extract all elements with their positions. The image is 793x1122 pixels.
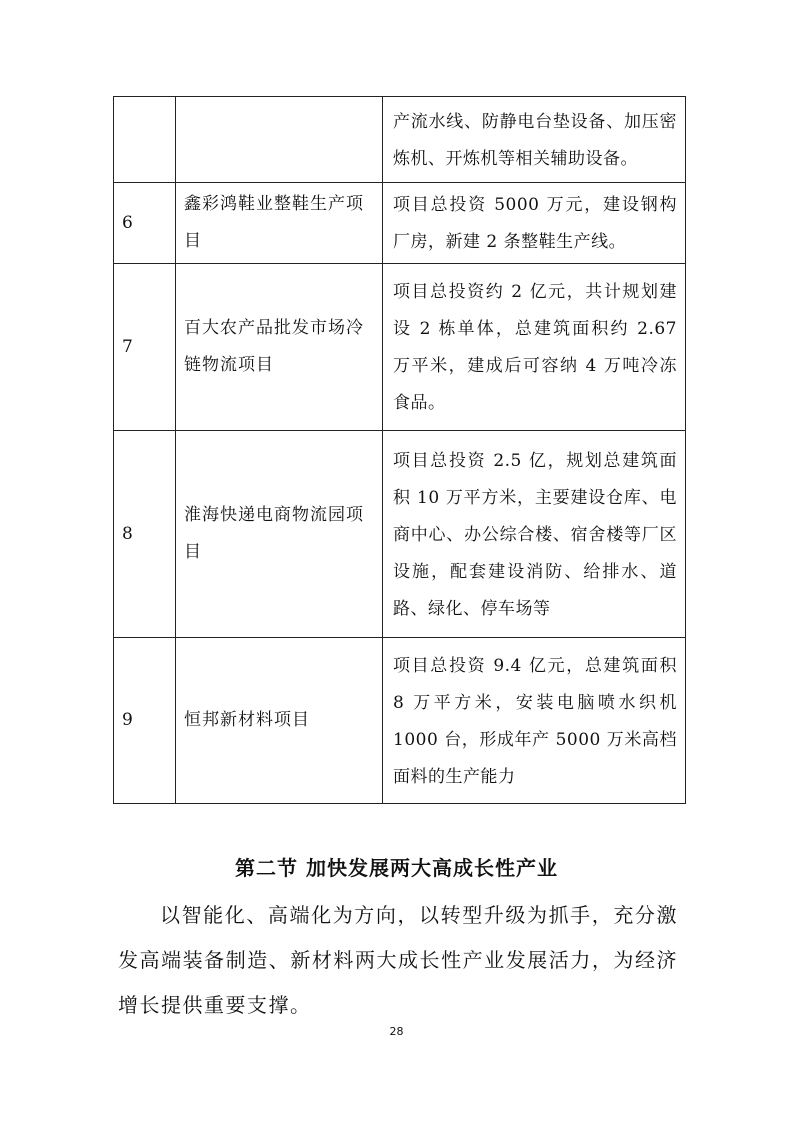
project-name-cell: 淮海快递电商物流园项目 [176,431,383,638]
body-paragraph: 以智能化、高端化为方向，以转型升级为抓手，充分激发高端装备制造、新材料两大成长性产业发展活力，为经济增长提供重要支撑。 [118,903,678,1017]
project-desc-cell [383,431,686,638]
table-row [114,431,686,638]
project-table [113,96,686,804]
table-row [114,183,686,264]
project-desc-cell [383,183,686,264]
project-desc-cell [383,264,686,431]
project-name-cell: 恒邦新材料项目 [176,638,383,804]
project-name-cell: 百大农产品批发市场冷链物流项目 [176,264,383,431]
row-number-cell [114,97,176,183]
project-desc-text: 项目总投资 2.5 亿，规划总建筑面积 10 万平方米，主要建设仓库、电商中心、办公综合楼、宿舍楼等厂区设施，配套建设消防、给排水、道路、绿化、停车场等 [393,450,677,619]
table-row [114,264,686,431]
project-name-cell [176,97,383,183]
row-number-cell: 6 [114,183,176,264]
project-desc-text: 项目总投资 5000 万元，建设钢构厂房，新建 2 条整鞋生产线。 [393,195,677,252]
row-number-cell: 7 [114,264,176,431]
project-desc-cell [383,97,686,183]
project-desc-cell [383,638,686,804]
row-number-cell: 9 [114,638,176,804]
row-number-cell: 8 [114,431,176,638]
project-desc-text: 项目总投资约 2 亿元，共计规划建设 2 栋单体，总建筑面积约 2.67 万平米，建成后可容纳 4 万吨冷冻食品。 [393,282,677,413]
project-desc-text: 项目总投资 9.4 亿元，总建筑面积 8 万平方米，安装电脑喷水织机 1000 台，形成年产 5000 万米高档面料的生产能力 [393,655,677,787]
section-heading: 第二节 加快发展两大高成长性产业 [235,856,558,880]
page-number: 28 [389,1025,404,1038]
table-row [114,97,686,183]
project-desc-text: 产流水线、防静电台垫设备、加压密炼机、开炼机等相关辅助设备。 [393,111,677,169]
table-row [114,638,686,804]
project-name-cell: 鑫彩鸿鞋业整鞋生产项目 [176,183,383,264]
